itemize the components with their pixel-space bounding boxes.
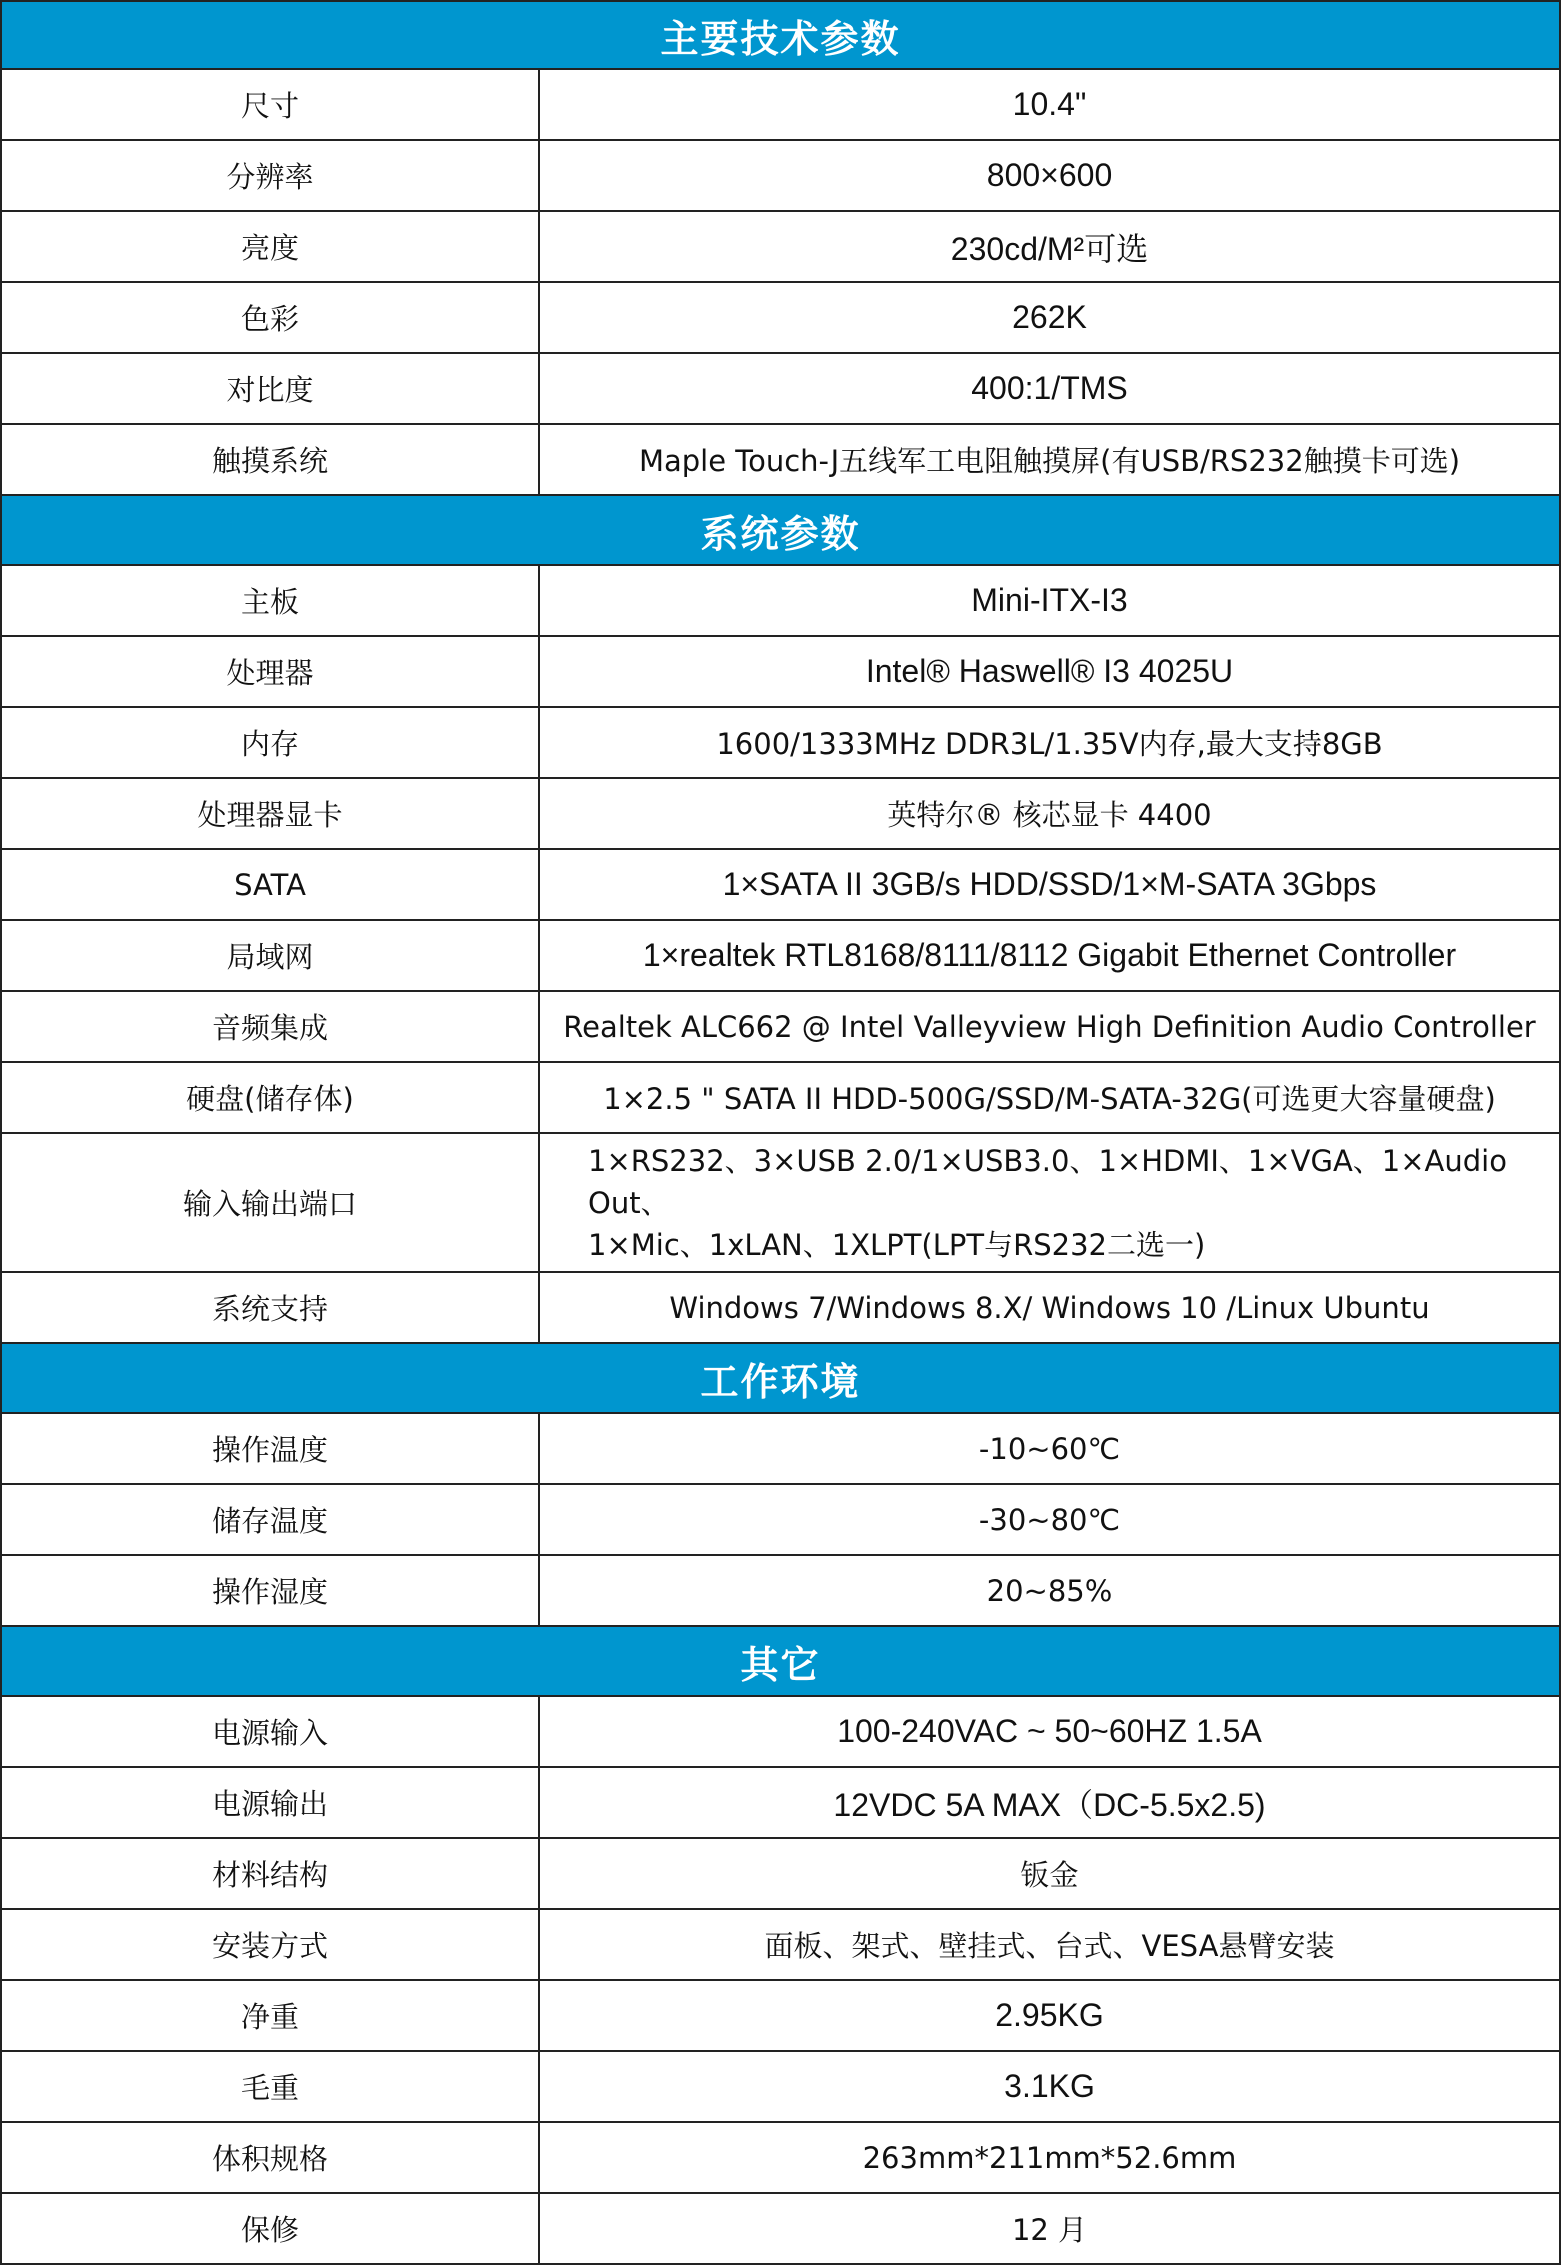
table-row (0, 354, 1561, 425)
row-value: 1×realtek RTL8168/8111/8112 Gigabit Ethernet Controller (642, 937, 1457, 973)
row-value: 10.4" (1012, 86, 1087, 122)
row-label: 体积规格 (2, 2123, 540, 2192)
row-value: Maple Touch-J五线军工电阻触摸屏(有USB/RS232触摸卡可选) (638, 444, 1461, 478)
row-value: 100-240VAC ~ 50~60HZ 1.5A (837, 1713, 1262, 1749)
row-label: 操作湿度 (2, 1556, 540, 1625)
row-label: 分辨率 (2, 141, 540, 210)
row-label: 主板 (2, 566, 540, 635)
row-label: 输入输出端口 (2, 1134, 540, 1271)
section-header-environment (0, 1344, 1561, 1414)
row-value: Realtek ALC662 @ Intel Valleyview High Definition Audio Controller (563, 1009, 1536, 1044)
table-row (0, 921, 1561, 992)
table-row (0, 1134, 1561, 1273)
row-label: SATA (2, 850, 540, 919)
table-row (0, 708, 1561, 779)
row-label: 对比度 (2, 354, 540, 423)
table-row (0, 1556, 1561, 1627)
table-row (0, 1839, 1561, 1910)
table-row (0, 850, 1561, 921)
row-label: 净重 (2, 1981, 540, 2050)
table-row (0, 425, 1561, 496)
row-label: 毛重 (2, 2052, 540, 2121)
row-value: Windows 7/Windows 8.X/ Windows 10 /Linux Ubuntu (669, 1290, 1430, 1325)
table-row (0, 1697, 1561, 1768)
row-label: 系统支持 (2, 1273, 540, 1342)
table-row (0, 2123, 1561, 2194)
row-value: 800×600 (986, 157, 1113, 193)
row-value: 1×SATA II 3GB/s HDD/SSD/1×M-SATA 3Gbps (722, 866, 1377, 902)
row-value: -30~80℃ (978, 1502, 1121, 1537)
row-value: -10~60℃ (978, 1431, 1121, 1466)
row-label: 色彩 (2, 283, 540, 352)
table-row (0, 1910, 1561, 1981)
row-label: 处理器显卡 (2, 779, 540, 848)
table-row (0, 2194, 1561, 2265)
row-value: Mini-ITX-I3 (971, 582, 1128, 618)
row-value: 400:1/TMS (971, 370, 1128, 406)
row-value: 12VDC 5A MAX（DC-5.5x2.5) (833, 1786, 1266, 1823)
section-title: 其它 (740, 1642, 821, 1687)
table-row (0, 1981, 1561, 2052)
row-label: 音频集成 (2, 992, 540, 1061)
row-label: 安装方式 (2, 1910, 540, 1979)
row-value: 英特尔® 核芯显卡 4400 (887, 798, 1212, 832)
row-label: 亮度 (2, 212, 540, 281)
row-label: 材料结构 (2, 1839, 540, 1908)
table-row (0, 566, 1561, 637)
table-row (0, 70, 1561, 141)
row-label: 电源输出 (2, 1768, 540, 1837)
row-label: 硬盘(储存体) (2, 1063, 540, 1132)
row-label: 局域网 (2, 921, 540, 990)
table-row (0, 1063, 1561, 1134)
table-row (0, 1485, 1561, 1556)
section-header-other (0, 1627, 1561, 1697)
row-value: 3.1KG (1004, 2068, 1095, 2104)
section-header-main-specs (0, 0, 1561, 70)
table-row (0, 637, 1561, 708)
row-label: 电源输入 (2, 1697, 540, 1766)
row-value: 钣金 (1020, 1858, 1079, 1892)
row-value-line: 1×RS232、3×USB 2.0/1×USB3.0、1×HDMI、1×VGA、1×Audio Out、 (588, 1143, 1507, 1220)
row-label: 内存 (2, 708, 540, 777)
table-row (0, 141, 1561, 212)
section-header-system-specs (0, 496, 1561, 566)
table-row (0, 992, 1561, 1063)
row-label: 操作温度 (2, 1414, 540, 1483)
section-title: 主要技术参数 (660, 16, 901, 61)
row-value: 263mm*211mm*52.6mm (862, 2140, 1237, 2175)
section-title: 工作环境 (700, 1359, 861, 1404)
row-value: 1600/1333MHz DDR3L/1.35V内存,最大支持8GB (716, 727, 1383, 761)
row-value: 面板、架式、壁挂式、台式、VESA悬臂安装 (764, 1929, 1335, 1963)
row-label: 触摸系统 (2, 425, 540, 494)
row-label: 储存温度 (2, 1485, 540, 1554)
row-label: 处理器 (2, 637, 540, 706)
row-value: 1×2.5 " SATA II HDD-500G/SSD/M-SATA-32G(可选更大容量硬盘) (603, 1082, 1496, 1116)
row-value: Intel® Haswell® I3 4025U (865, 653, 1234, 689)
table-row (0, 2052, 1561, 2123)
table-row (0, 212, 1561, 283)
row-value: 12 月 (1011, 2213, 1088, 2247)
row-value (540, 1134, 1559, 1271)
table-row (0, 1273, 1561, 1344)
row-value: 2.95KG (995, 1997, 1104, 2033)
row-label: 尺寸 (2, 70, 540, 139)
row-label: 保修 (2, 2194, 540, 2263)
row-value: 20~85% (986, 1573, 1113, 1608)
table-row (0, 1414, 1561, 1485)
row-value: 230cd/M²可选 (950, 230, 1149, 267)
row-value-line: 1×Mic、1xLAN、1XLPT(LPT与RS232二选一) (588, 1227, 1206, 1262)
table-row (0, 1768, 1561, 1839)
table-row (0, 779, 1561, 850)
row-value: 262K (1012, 299, 1087, 335)
table-row (0, 283, 1561, 354)
section-title: 系统参数 (700, 511, 861, 556)
